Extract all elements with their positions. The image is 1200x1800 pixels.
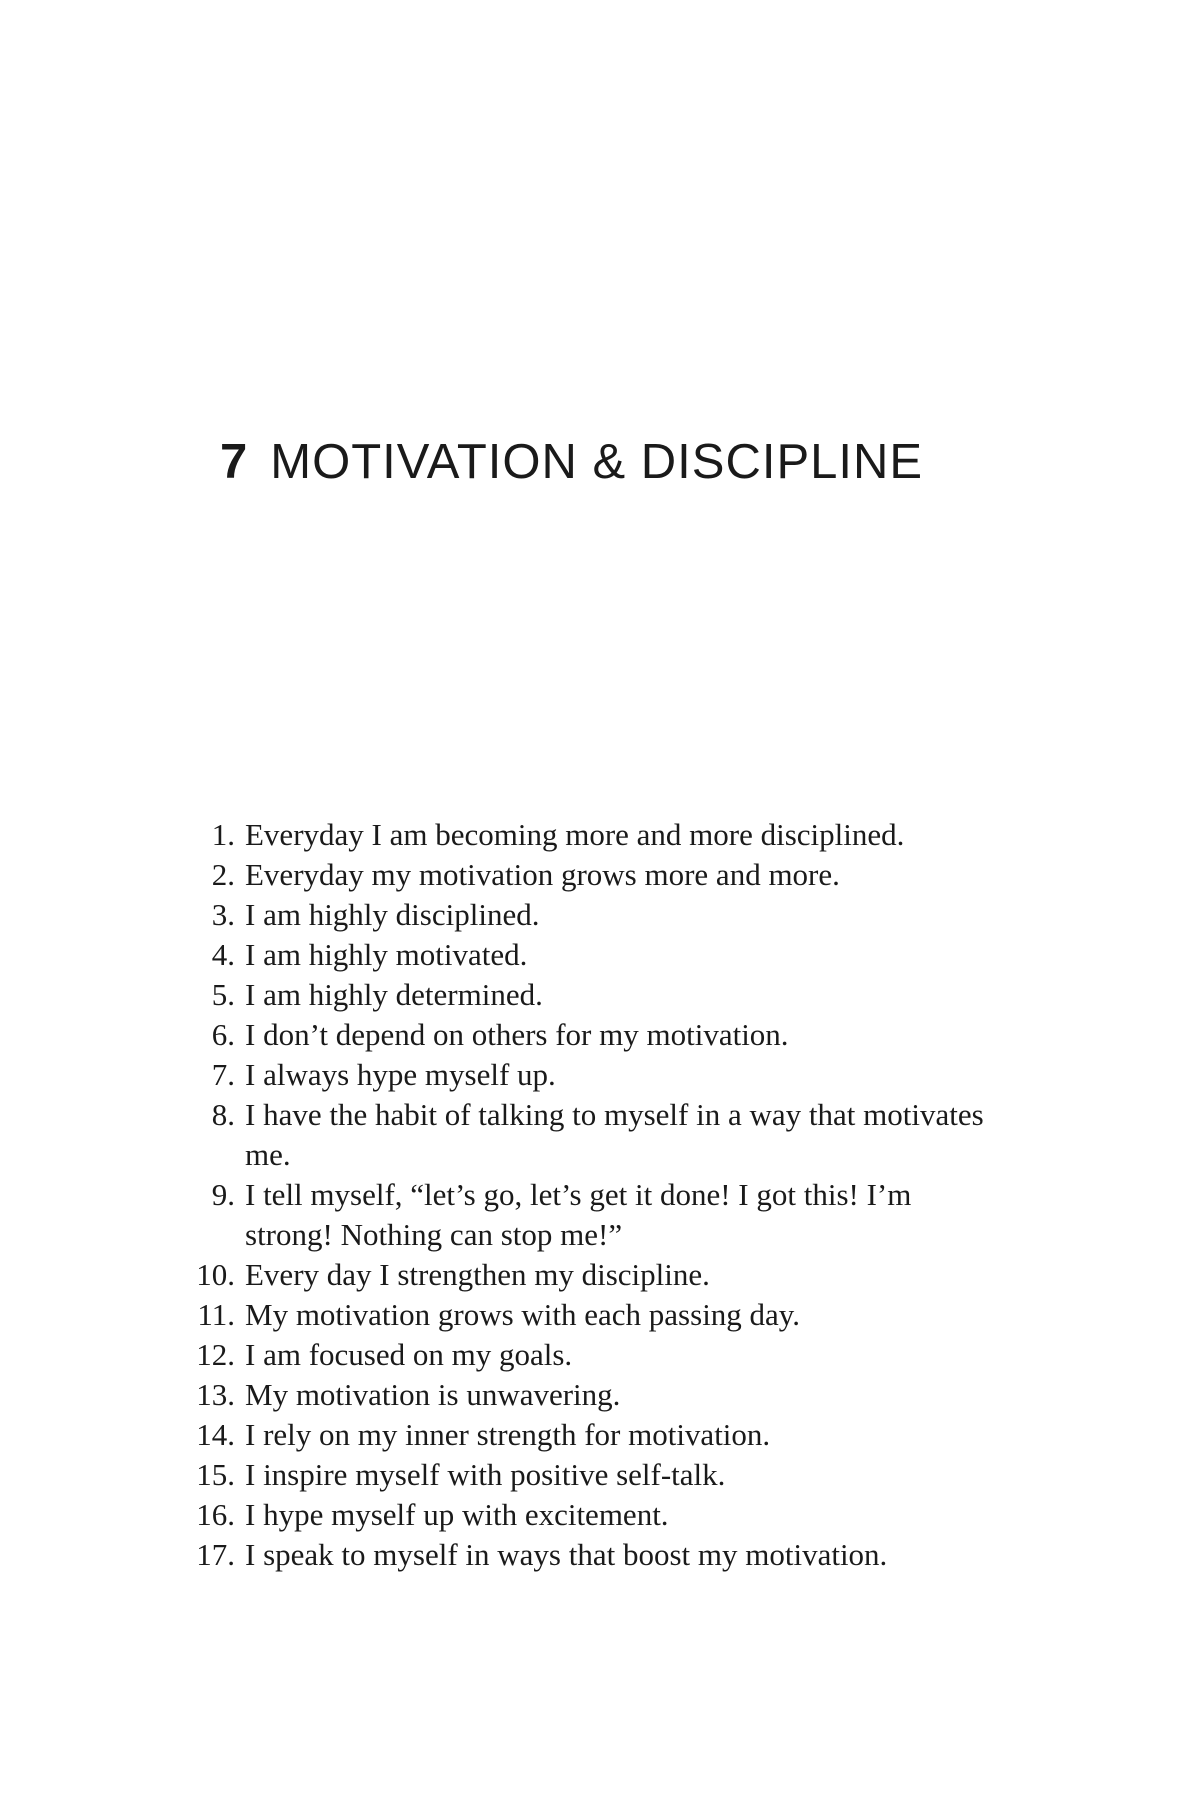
list-item [175,1255,995,1295]
item-number: 10. [196,1257,235,1292]
list-item [175,1495,995,1535]
item-number: 1. [211,817,235,852]
list-item [175,895,995,935]
item-number: 14. [196,1417,235,1452]
item-number: 17. [196,1537,235,1572]
list-item [175,1455,995,1495]
item-text: I hype myself up with excitement. [245,1497,669,1532]
list-item [175,1335,995,1375]
item-text: I have the habit of talking to myself in a way that motivates me. [245,1097,984,1172]
item-number: 5. [211,977,235,1012]
item-text: I speak to myself in ways that boost my motivation. [245,1537,888,1572]
item-text: My motivation is unwavering. [245,1377,621,1412]
item-number: 9. [211,1177,235,1212]
item-text: My motivation grows with each passing day. [245,1297,801,1332]
item-number: 2. [211,857,235,892]
item-text: I am highly motivated. [245,937,528,972]
list-item [175,815,995,855]
list-item [175,1055,995,1095]
chapter-number: 7 [220,435,249,489]
item-number: 16. [196,1497,235,1532]
list-item [175,1415,995,1455]
list-item [175,1095,995,1175]
item-number: 4. [211,937,235,972]
list-item [175,1375,995,1415]
item-number: 3. [211,897,235,932]
item-number: 11. [197,1297,235,1332]
item-text: Everyday my motivation grows more and more. [245,857,840,892]
list-item [175,1175,995,1255]
list-item [175,975,995,1015]
item-number: 12. [196,1337,235,1372]
item-text: Every day I strengthen my discipline. [245,1257,710,1292]
affirmation-list [175,815,995,1575]
list-item [175,855,995,895]
item-number: 13. [196,1377,235,1412]
list-item [175,1295,995,1335]
item-number: 7. [211,1057,235,1092]
list-item [175,1015,995,1055]
item-text: I rely on my inner strength for motivation. [245,1417,771,1452]
list-item [175,935,995,975]
list-item [175,1535,995,1575]
item-text: Everyday I am becoming more and more disciplined. [245,817,905,852]
item-text: I inspire myself with positive self-talk. [245,1457,726,1492]
item-number: 15. [196,1457,235,1492]
item-text: I am highly determined. [245,977,543,1012]
item-number: 6. [211,1017,235,1052]
item-text: I am highly disciplined. [245,897,540,932]
chapter-heading [220,432,923,492]
item-text: I tell myself, “let’s go, let’s get it done! I got this! I’m strong! Nothing can stop me!” [245,1177,912,1252]
item-number: 8. [211,1097,235,1132]
item-text: I am focused on my goals. [245,1337,573,1372]
chapter-title: MOTIVATION & DISCIPLINE [270,435,924,489]
item-text: I don’t depend on others for my motivation. [245,1017,789,1052]
item-text: I always hype myself up. [245,1057,556,1092]
